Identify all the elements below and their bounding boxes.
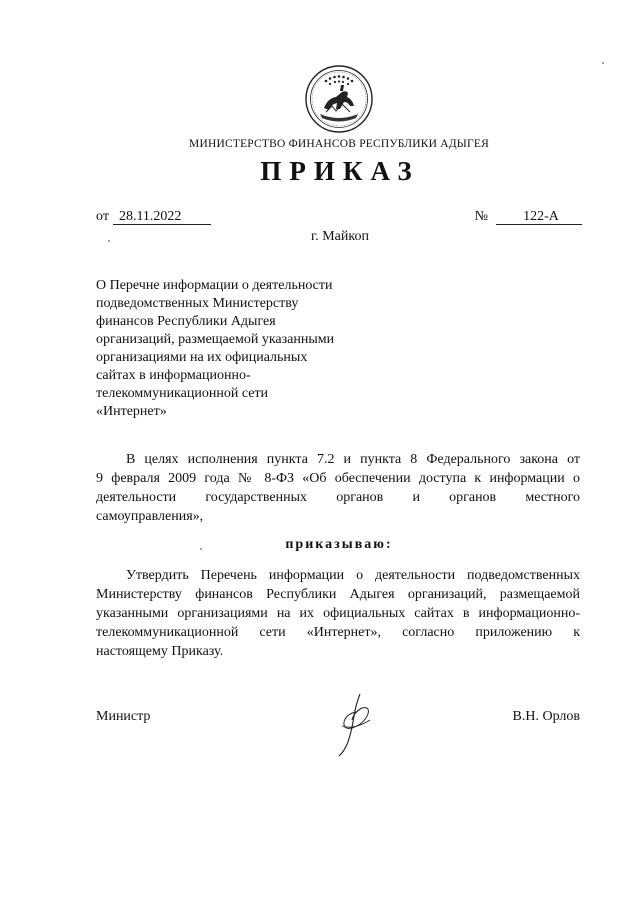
subject-line: организациями на их официальных — [96, 350, 308, 365]
number-line — [475, 209, 582, 225]
date-prefix: от — [96, 209, 109, 224]
scan-speck — [602, 62, 604, 64]
subject-line: подведомственных Министерству — [96, 296, 299, 311]
subject-line: сайтах в информационно- — [96, 368, 251, 383]
paragraph-line: деятельности государственных органов и органов местного — [96, 490, 580, 505]
ministry-name: МИНИСТЕРСТВО ФИНАНСОВ РЕСПУБЛИКИ АДЫГЕЯ — [189, 138, 489, 150]
paragraph-line: Министерству финансов Республики Адыгея организаций, размещаемой — [96, 587, 580, 602]
scan-speck — [108, 240, 110, 242]
subject-line: «Интернет» — [96, 404, 167, 419]
handwritten-signature — [330, 690, 380, 760]
scan-speck — [200, 548, 202, 550]
subject-block — [96, 277, 366, 421]
date-line — [96, 209, 211, 225]
paragraph-line: настоящему Приказу. — [96, 644, 224, 659]
order-word: приказываю: — [285, 537, 393, 552]
number-prefix: № — [474, 209, 488, 224]
city: г. Майкоп — [311, 229, 369, 244]
subject-line: финансов Республики Адыгея — [96, 314, 276, 329]
signatory-position: Министр — [96, 709, 151, 724]
paragraph-line: указанными организациями на их официальных сайтах в информационно- — [96, 606, 580, 621]
paragraph-line: В целях исполнения пункта 7.2 и пункта 8 Федерального закона от — [126, 452, 580, 467]
paragraph-line: телекоммуникационной сети «Интернет», согласно приложению к — [96, 625, 580, 640]
document-number: 122-А — [496, 209, 582, 225]
subject-line: О Перечне информации о деятельности — [96, 278, 333, 293]
document-date: 28.11.2022 — [113, 209, 211, 225]
paragraph-line: самоуправления», — [96, 509, 204, 524]
paragraph-line: Утвердить Перечень информации о деятельности подведомственных — [126, 568, 580, 583]
coat-of-arms-icon — [304, 64, 374, 134]
document-title: ПРИКАЗ — [260, 156, 420, 186]
preamble-paragraph — [96, 450, 580, 526]
subject-line: телекоммуникационной сети — [96, 386, 269, 401]
paragraph-line: 9 февраля 2009 года № 8-ФЗ «Об обеспечении доступа к информации о — [96, 471, 580, 486]
decision-paragraph — [96, 566, 580, 661]
subject-line: организаций, размещаемой указанными — [96, 332, 335, 347]
signatory-name: В.Н. Орлов — [512, 709, 580, 724]
